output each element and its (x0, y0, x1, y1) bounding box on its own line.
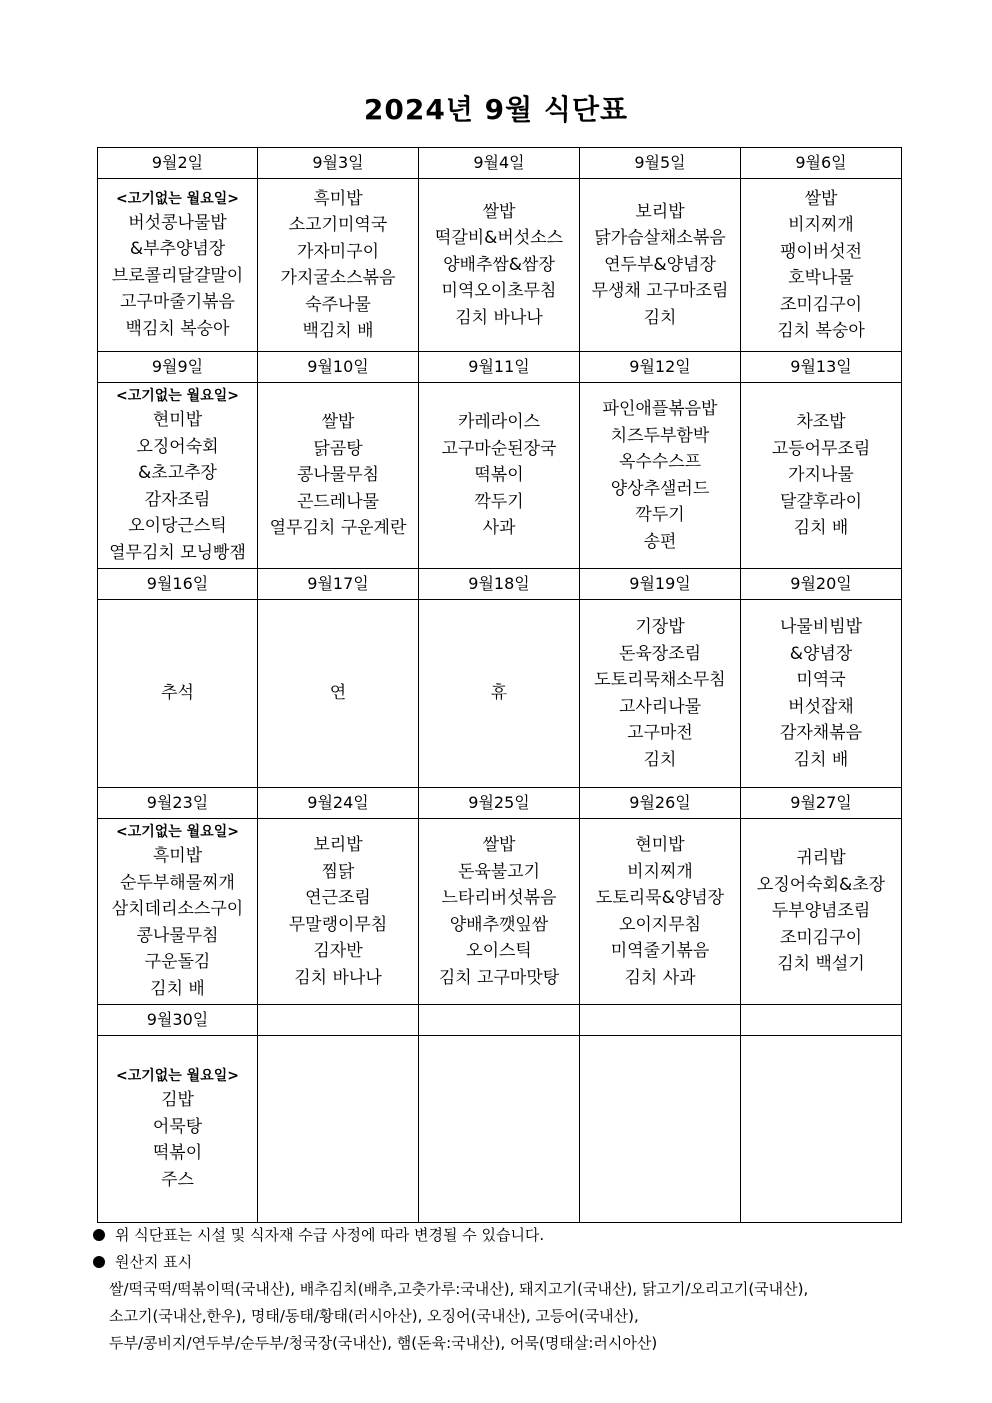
date-cell: 9월26일 (580, 788, 741, 819)
menu-cell (98, 1036, 258, 1223)
menu-item: 연근조림 (305, 888, 371, 908)
menu-item: 김치 바나나 (455, 307, 543, 328)
menu-item: 돈육장조림 (618, 643, 702, 664)
menu-cell (258, 819, 419, 1005)
menu-cell (419, 819, 580, 1005)
menu-item: 양상추샐러드 (610, 478, 710, 499)
menu-item: 오이지무침 (618, 914, 702, 935)
date-cell: 9월19일 (580, 569, 741, 600)
menu-item: 보리밥 (313, 835, 363, 855)
menu-item: 오징어숙회 (136, 436, 219, 457)
menu-cell (258, 600, 419, 788)
menu-cell (98, 179, 258, 352)
bullet-icon (93, 1256, 105, 1268)
menu-item: 백김치 복숭아 (125, 318, 230, 339)
date-cell: 9월3일 (258, 148, 419, 179)
menu-item: 가자미구이 (296, 241, 380, 262)
menu-item: 김치 복숭아 (777, 321, 865, 341)
menu-row (98, 1036, 902, 1223)
menu-cell (580, 600, 741, 788)
menu-item: 김치 백설기 (777, 954, 865, 975)
menu-cell (258, 383, 419, 569)
bullet-icon (93, 1229, 105, 1241)
date-cell (580, 1005, 741, 1036)
menu-item: 미역오이초무침 (441, 281, 557, 302)
date-cell: 9월17일 (258, 569, 419, 600)
menu-cell (580, 179, 741, 352)
menu-item: 감자채볶음 (779, 723, 863, 743)
menu-item: 백김치 배 (302, 321, 374, 341)
date-cell: 9월25일 (419, 788, 580, 819)
menu-item: 김치 (643, 749, 677, 770)
menu-item: 미역줄기볶음 (610, 941, 710, 961)
date-row (98, 1005, 902, 1036)
origin-line: 소고기(국내산,한우), 명태/동태/황태(러시아산), 오징어(국내산), 고등어(국내산), (109, 1307, 639, 1325)
menu-item: 현미밥 (635, 835, 685, 855)
menu-item: 무생채 고구마조림 (591, 281, 729, 302)
menu-item: 연 (329, 683, 347, 704)
menu-item: 추석 (161, 683, 194, 704)
page-title: 2024년 9월 식단표 (363, 93, 629, 126)
menu-item: 연두부&양념장 (604, 254, 716, 275)
menu-item: 사과 (482, 518, 516, 539)
menu-item: 쌀밥 (321, 412, 355, 433)
menu-item: 고구마전 (627, 723, 693, 743)
menu-row (98, 383, 902, 569)
menu-cell (741, 1036, 902, 1223)
menu-item: 가지나물 (788, 465, 854, 486)
meatless-day-label: <고기없는 월요일> (115, 1068, 239, 1084)
menu-item: 떡볶이 (474, 465, 524, 486)
date-cell (258, 1005, 419, 1036)
menu-item: 어묵탕 (152, 1116, 203, 1137)
menu-item: 고구마순된장국 (441, 438, 557, 459)
menu-item: 미역국 (796, 670, 846, 690)
menu-item: 호박나물 (788, 268, 854, 288)
menu-item: 주스 (161, 1169, 194, 1190)
date-cell: 9월18일 (419, 569, 580, 600)
menu-cell (419, 383, 580, 569)
menu-item: 치즈두부함박 (610, 425, 710, 446)
menu-item: 열무김치 모닝빵잼 (109, 542, 246, 563)
date-cell: 9월12일 (580, 352, 741, 383)
menu-item: 콩나물무침 (136, 925, 219, 946)
date-row (98, 352, 902, 383)
menu-cell (741, 179, 902, 352)
menu-item: 도토리묵채소무침 (594, 670, 726, 690)
menu-cell (741, 600, 902, 788)
menu-item: 소고기미역국 (288, 215, 388, 235)
menu-item: 조미김구이 (779, 927, 863, 948)
menu-cell (419, 600, 580, 788)
menu-item: 떡볶이 (152, 1143, 203, 1163)
meatless-day-label: <고기없는 월요일> (115, 824, 239, 840)
menu-item: 찜닭 (321, 861, 355, 882)
menu-item: 느타리버섯볶음 (441, 888, 557, 908)
menu-item: 흑미밥 (313, 188, 363, 209)
date-cell: 9월27일 (741, 788, 902, 819)
menu-item: 깍두기 (635, 505, 685, 525)
menu-item: 오징어숙회&초장 (756, 874, 886, 895)
menu-item: 김치 배 (793, 518, 849, 539)
menu-item: 달걀후라이 (779, 491, 863, 512)
menu-item: 현미밥 (152, 410, 203, 430)
date-cell: 9월10일 (258, 352, 419, 383)
date-cell: 9월11일 (419, 352, 580, 383)
date-cell: 9월20일 (741, 569, 902, 600)
menu-item: &양념장 (789, 643, 853, 664)
date-cell: 9월9일 (98, 352, 258, 383)
menu-item: 돈육불고기 (457, 861, 541, 882)
menu-cell (580, 383, 741, 569)
date-cell (419, 1005, 580, 1036)
menu-item: 비지찌개 (627, 861, 693, 882)
menu-item: 조미김구이 (779, 294, 863, 315)
meatless-day-label: <고기없는 월요일> (115, 190, 239, 207)
menu-item: 쌀밥 (482, 835, 516, 855)
change-notice: 위 식단표는 시설 및 식자재 수급 사정에 따라 변경될 수 있습니다. (93, 1222, 923, 1249)
menu-item: 휴 (490, 683, 508, 704)
menu-item: 떡갈비&버섯소스 (434, 228, 564, 249)
menu-item: 김치 (643, 307, 677, 328)
menu-item: 구운돌김 (144, 952, 211, 972)
menu-item: 고등어무조림 (771, 438, 871, 459)
menu-item: 김치 사과 (624, 967, 696, 988)
menu-item: 보리밥 (635, 201, 685, 222)
menu-item: 무말랭이무침 (288, 914, 388, 935)
menu-item: 브로콜리달걀말이 (111, 265, 244, 286)
menu-item: 카레라이스 (457, 412, 541, 433)
menu-item: 쌀밥 (804, 188, 838, 209)
menu-row (98, 819, 902, 1005)
menu-item: 김치 고구마맛탕 (438, 967, 560, 988)
menu-row (98, 179, 902, 352)
date-cell: 9월2일 (98, 148, 258, 179)
menu-item: 곤드레나물 (296, 491, 380, 512)
origin-line: 쌀/떡국떡/떡볶이떡(국내산), 배추김치(배추,고춧가루:국내산), 돼지고기(국내산), 닭고기/오리고기(국내산), (109, 1280, 809, 1298)
menu-item: 양배추깻잎쌈 (449, 914, 549, 935)
menu-item: 차조밥 (796, 412, 846, 433)
menu-item: 고사리나물 (618, 696, 702, 717)
date-cell: 9월16일 (98, 569, 258, 600)
date-row (98, 569, 902, 600)
menu-cell (98, 383, 258, 569)
menu-item: 버섯잡채 (788, 696, 854, 717)
menu-cell (419, 179, 580, 352)
menu-table (97, 147, 902, 1223)
menu-item: 팽이버섯전 (779, 241, 863, 262)
menu-item: 숙주나물 (305, 294, 371, 315)
menu-item: 김치 배 (793, 749, 849, 770)
menu-item: 흑미밥 (152, 846, 203, 866)
menu-item: 열무김치 구운계란 (269, 518, 407, 539)
menu-item: 양배추쌈&쌈장 (443, 254, 555, 275)
menu-item: 김치 바나나 (294, 967, 382, 988)
menu-cell (741, 383, 902, 569)
menu-cell (98, 600, 258, 788)
menu-item: 김치 배 (150, 978, 205, 999)
meatless-day-label: <고기없는 월요일> (115, 388, 239, 404)
menu-row (98, 600, 902, 788)
menu-cell (258, 179, 419, 352)
menu-cell (98, 819, 258, 1005)
menu-item: 가지굴소스볶음 (280, 268, 396, 288)
date-cell (741, 1005, 902, 1036)
menu-item: 삼치데리소스구이 (111, 899, 244, 919)
date-cell: 9월30일 (98, 1005, 258, 1036)
menu-item: 옥수수스프 (618, 452, 702, 472)
menu-cell (419, 1036, 580, 1223)
date-cell: 9월5일 (580, 148, 741, 179)
menu-item: 순두부해물찌개 (120, 872, 235, 893)
menu-item: 나물비빔밥 (779, 617, 863, 637)
origin-line: 두부/콩비지/연두부/순두부/청국장(국내산), 햄(돈육:국내산), 어묵(명태살:러시아산) (109, 1334, 658, 1352)
menu-item: 감자조림 (144, 489, 211, 510)
date-row (98, 148, 902, 179)
menu-item: 쌀밥 (482, 201, 516, 222)
menu-item: 깍두기 (474, 491, 524, 512)
menu-item: 김밥 (161, 1090, 194, 1110)
menu-item: 김자반 (313, 941, 363, 961)
date-cell: 9월24일 (258, 788, 419, 819)
menu-item: 귀리밥 (796, 848, 846, 869)
menu-item: 닭가슴살채소볶음 (594, 228, 726, 249)
menu-cell (741, 819, 902, 1005)
menu-item: 오이스틱 (466, 941, 532, 961)
menu-item: 도토리묵&양념장 (595, 888, 725, 908)
menu-item: 닭곰탕 (313, 438, 363, 459)
menu-item: 기장밥 (635, 617, 685, 637)
menu-item: 콩나물무침 (296, 465, 380, 486)
menu-item: 버섯콩나물밥 (128, 212, 227, 233)
notes-section (93, 1222, 923, 1357)
menu-item: &부추양념장 (129, 239, 226, 260)
menu-item: 송편 (643, 531, 677, 552)
menu-item: 두부양념조림 (771, 901, 871, 922)
menu-item: 파인애플볶음밥 (602, 399, 718, 419)
date-cell: 9월6일 (741, 148, 902, 179)
date-cell: 9월23일 (98, 788, 258, 819)
origin-heading: 원산지 표시 (93, 1249, 923, 1276)
menu-cell (258, 1036, 419, 1223)
menu-cell (580, 819, 741, 1005)
menu-cell (580, 1036, 741, 1223)
menu-item: &초고추장 (138, 463, 217, 483)
date-row (98, 788, 902, 819)
menu-item: 고구마줄기볶음 (120, 292, 235, 313)
date-cell: 9월13일 (741, 352, 902, 383)
menu-item: 오이당근스틱 (128, 516, 227, 536)
date-cell: 9월4일 (419, 148, 580, 179)
menu-item: 비지찌개 (788, 215, 854, 235)
